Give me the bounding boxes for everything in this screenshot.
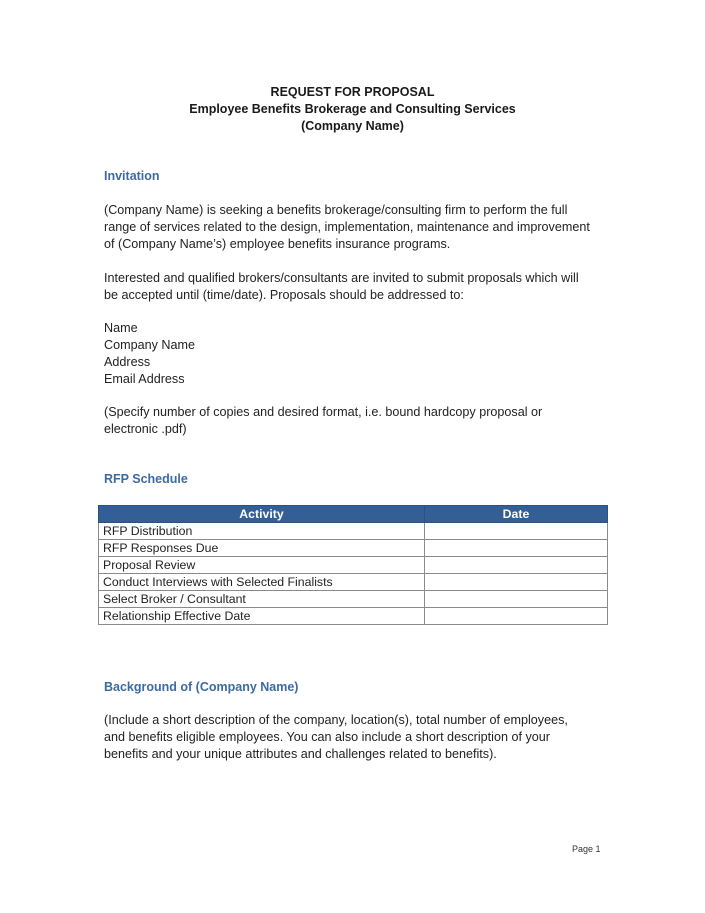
date-cell[interactable] bbox=[425, 591, 608, 608]
activity-cell: Conduct Interviews with Selected Finalists bbox=[99, 574, 425, 591]
column-header-activity: Activity bbox=[99, 506, 425, 523]
invitation-paragraph-3 bbox=[104, 404, 604, 438]
text-line: electronic .pdf) bbox=[104, 422, 187, 436]
date-cell[interactable] bbox=[425, 540, 608, 557]
activity-cell: RFP Distribution bbox=[99, 523, 425, 540]
page-number: Page 1 bbox=[572, 844, 601, 854]
activity-cell: Relationship Effective Date bbox=[99, 608, 425, 625]
schedule-heading: RFP Schedule bbox=[104, 472, 188, 486]
address-email: Email Address bbox=[104, 372, 185, 386]
address-name: Name bbox=[104, 321, 138, 335]
address-company: Company Name bbox=[104, 338, 195, 352]
document-title bbox=[0, 84, 705, 135]
activity-cell: RFP Responses Due bbox=[99, 540, 425, 557]
table-row bbox=[99, 574, 608, 591]
table-row bbox=[99, 523, 608, 540]
date-cell[interactable] bbox=[425, 557, 608, 574]
date-cell[interactable] bbox=[425, 574, 608, 591]
text-line: Interested and qualified brokers/consultants are invited to submit proposals which will bbox=[104, 271, 579, 285]
invitation-paragraph-2 bbox=[104, 270, 604, 304]
text-line: (Include a short description of the company, location(s), total number of employees, bbox=[104, 713, 568, 727]
text-line: (Specify number of copies and desired format, i.e. bound hardcopy proposal or bbox=[104, 405, 543, 419]
text-line: of (Company Name’s) employee benefits insurance programs. bbox=[104, 237, 451, 251]
invitation-heading: Invitation bbox=[104, 169, 160, 183]
activity-cell: Proposal Review bbox=[99, 557, 425, 574]
title-line: REQUEST FOR PROPOSAL bbox=[270, 85, 435, 99]
address-block bbox=[104, 320, 604, 388]
company-name-line: (Company Name) bbox=[301, 119, 404, 133]
table-row bbox=[99, 540, 608, 557]
table-header-row bbox=[99, 506, 608, 523]
date-cell[interactable] bbox=[425, 608, 608, 625]
column-header-date: Date bbox=[425, 506, 608, 523]
date-cell[interactable] bbox=[425, 523, 608, 540]
rfp-schedule-table bbox=[98, 505, 608, 625]
text-line: (Company Name) is seeking a benefits brokerage/consulting firm to perform the full bbox=[104, 203, 568, 217]
table-row bbox=[99, 608, 608, 625]
text-line: be accepted until (time/date). Proposals should be addressed to: bbox=[104, 288, 464, 302]
table-row bbox=[99, 557, 608, 574]
subtitle-line: Employee Benefits Brokerage and Consulting Services bbox=[189, 102, 516, 116]
text-line: benefits and your unique attributes and challenges related to benefits). bbox=[104, 747, 497, 761]
invitation-paragraph-1 bbox=[104, 202, 604, 253]
activity-cell: Select Broker / Consultant bbox=[99, 591, 425, 608]
text-line: and benefits eligible employees. You can also include a short description of your bbox=[104, 730, 550, 744]
table-row bbox=[99, 591, 608, 608]
background-paragraph bbox=[104, 712, 604, 763]
address-street: Address bbox=[104, 355, 151, 369]
text-line: range of services related to the design, implementation, maintenance and improvement bbox=[104, 220, 590, 234]
background-heading: Background of (Company Name) bbox=[104, 680, 299, 694]
